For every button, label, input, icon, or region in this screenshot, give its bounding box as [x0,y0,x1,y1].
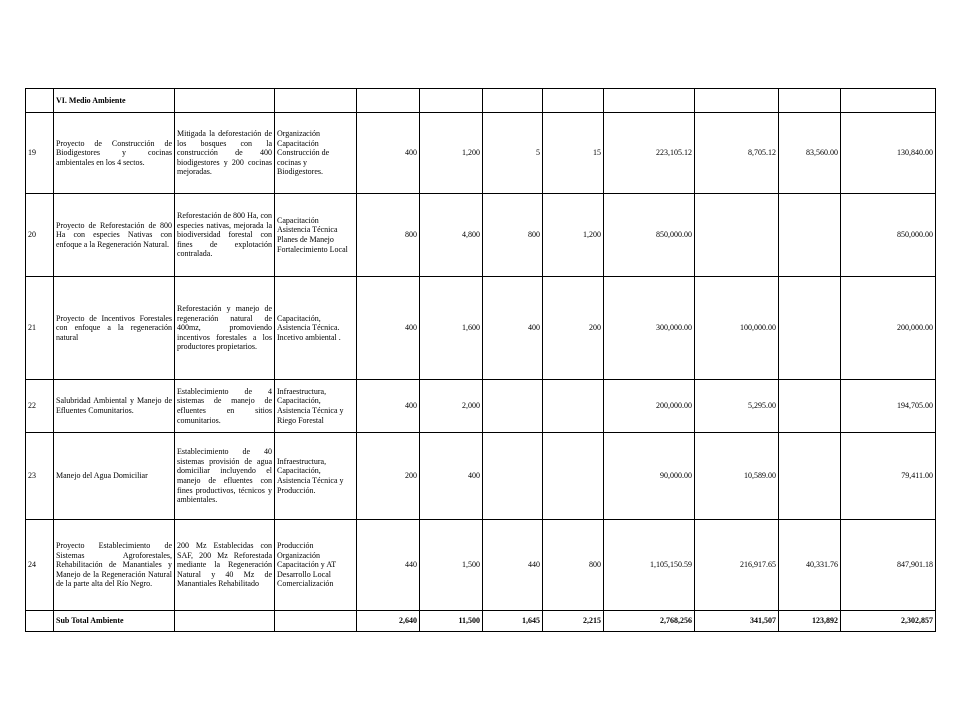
value-col7 [779,277,841,380]
value-col8: 850,000.00 [841,194,936,277]
project-name: Manejo del Agua Domiciliar [54,433,175,520]
value-col5: 200,000.00 [604,380,695,433]
value-col6: 100,000.00 [695,277,779,380]
value-col4 [543,380,604,433]
section-header-row [26,89,936,113]
table-row [26,520,936,611]
value-col4 [543,433,604,520]
component-line: Fortalecimiento Local [277,244,348,254]
project-name: Proyecto de Reforestación de 800 Ha con especies Nativas con enfoque a la Regeneración Natural. [54,194,175,277]
value-col2: 2,000 [420,380,483,433]
component-line: Capacitación y AT [277,560,337,570]
project-components [275,194,357,277]
subtotal-col1: 2,640 [357,611,420,632]
subtotal-row [26,611,936,632]
component-line: Capacitación [277,138,319,148]
value-col3: 440 [483,520,543,611]
header-cell [26,89,54,113]
value-col3: 800 [483,194,543,277]
subtotal-col3: 1,645 [483,611,543,632]
component-line: Organización [277,550,320,560]
value-col6: 216,917.65 [695,520,779,611]
value-col4: 800 [543,520,604,611]
component-line: Organización [277,129,320,139]
project-name: Proyecto de Incentivos Forestales con enfoque a la regeneración natural [54,277,175,380]
header-cell [483,89,543,113]
project-goal: Reforestación y manejo de regeneración natural de 400mz, promoviendo incentivos forestales a los productores propietarios. [175,277,275,380]
table-row [26,277,936,380]
value-col7 [779,194,841,277]
subtotal-col2: 11,500 [420,611,483,632]
value-col4: 1,200 [543,194,604,277]
component-line: Construcción de [277,148,330,158]
medio-ambiente-table [25,88,936,632]
component-line: Infraestructura, [277,456,327,466]
header-cell [543,89,604,113]
row-number: 22 [26,380,54,433]
project-goal: Establecimiento de 4 sistemas de manejo de efluentes en sitios comunitarios. [175,380,275,433]
value-col5: 300,000.00 [604,277,695,380]
value-col1: 200 [357,433,420,520]
component-line: Capacitación, [277,466,321,476]
component-line: Comercialización [277,579,334,589]
subtotal-label: Sub Total Ambiente [54,611,175,632]
header-cell [604,89,695,113]
header-cell [275,89,357,113]
project-components [275,433,357,520]
value-col4: 200 [543,277,604,380]
component-line: Infraestructura, [277,386,327,396]
value-col5: 90,000.00 [604,433,695,520]
table-row [26,194,936,277]
subtotal-col4: 2,215 [543,611,604,632]
component-line: Asistencia Técnica y [277,476,344,485]
component-line: Capacitación, [277,396,321,406]
project-goal: Reforestación de 800 Ha, con especies nativas, mejorada la biodiversidad forestal con fines de explotación contralada. [175,194,275,277]
table-row [26,113,936,194]
value-col1: 400 [357,277,420,380]
project-goal: Establecimiento de 40 sistemas provisión de agua domiciliar incluyendo el manejo de efluentes con fines productivos, técnicos y ambientales. [175,433,275,520]
component-line: Asistencia Técnica [277,225,338,235]
component-line: Asistencia Técnica. [277,323,340,333]
header-cell [779,89,841,113]
value-col2: 4,800 [420,194,483,277]
table-row [26,380,936,433]
header-cell [841,89,936,113]
component-line: Biodigestores. [277,167,323,177]
value-col8: 194,705.00 [841,380,936,433]
component-line: Desarrollo Local [277,569,331,579]
project-goal: 200 Mz Establecidas con SAF, 200 Mz Reforestada mediante la Regeneración Natural y 40 Mz de Manantiales Rehabilitado [175,520,275,611]
value-col8: 847,901.18 [841,520,936,611]
subtotal-col6: 341,507 [695,611,779,632]
component-line: Incetivo ambiental . [277,332,341,342]
subtotal-col8: 2,302,857 [841,611,936,632]
value-col3 [483,380,543,433]
component-line: Capacitación [277,215,319,225]
value-col3 [483,433,543,520]
row-number: 21 [26,277,54,380]
project-goal: Mitigada la deforestación de los bosques con la construcción de 400 biodigestores y 200 cocinas mejoradas. [175,113,275,194]
value-col8: 130,840.00 [841,113,936,194]
project-components [275,520,357,611]
subtotal-col5: 2,768,256 [604,611,695,632]
subtotal-empty-cell [275,611,357,632]
value-col4: 15 [543,113,604,194]
project-name: Salubridad Ambiental y Manejo de Efluentes Comunitarios. [54,380,175,433]
project-components [275,113,357,194]
value-col8: 79,411.00 [841,433,936,520]
header-cell [695,89,779,113]
value-col5: 223,105.12 [604,113,695,194]
project-components [275,380,357,433]
value-col7 [779,380,841,433]
value-col7 [779,433,841,520]
subtotal-empty-cell [175,611,275,632]
table-row [26,433,936,520]
subtotal-col7: 123,892 [779,611,841,632]
value-col5: 1,105,150.59 [604,520,695,611]
value-col6 [695,194,779,277]
value-col7: 83,560.00 [779,113,841,194]
value-col3: 5 [483,113,543,194]
value-col5: 850,000.00 [604,194,695,277]
value-col2: 400 [420,433,483,520]
value-col1: 400 [357,380,420,433]
row-number: 23 [26,433,54,520]
row-number: 24 [26,520,54,611]
value-col2: 1,600 [420,277,483,380]
value-col1: 800 [357,194,420,277]
value-col2: 1,500 [420,520,483,611]
value-col2: 1,200 [420,113,483,194]
component-line: Asistencia Técnica y [277,406,344,415]
subtotal-empty-cell [26,611,54,632]
project-components [275,277,357,380]
component-line: Producción. [277,485,316,495]
project-name: Proyecto de Construcción de Biodigestores y cocinas ambientales en los 4 sectos. [54,113,175,194]
row-number: 19 [26,113,54,194]
header-cell [420,89,483,113]
header-cell [357,89,420,113]
row-number: 20 [26,194,54,277]
component-line: Riego Forestal [277,415,324,425]
value-col1: 400 [357,113,420,194]
component-line: Planes de Manejo [277,235,334,244]
project-name: Proyecto Establecimiento de Sistemas Agroforestales, Rehabilitación de Manantiales y Manejo de la Regeneración Natural de la parte alta del Río Negro. [54,520,175,611]
header-cell [175,89,275,113]
value-col1: 440 [357,520,420,611]
value-col6: 5,295.00 [695,380,779,433]
component-line: cocinas y [277,157,307,167]
value-col6: 10,589.00 [695,433,779,520]
component-line: Producción [277,541,314,551]
value-col6: 8,705.12 [695,113,779,194]
component-line: Capacitación, [277,313,321,323]
value-col7: 40,331.76 [779,520,841,611]
section-title: VI. Medio Ambiente [54,89,175,113]
value-col3: 400 [483,277,543,380]
value-col8: 200,000.00 [841,277,936,380]
